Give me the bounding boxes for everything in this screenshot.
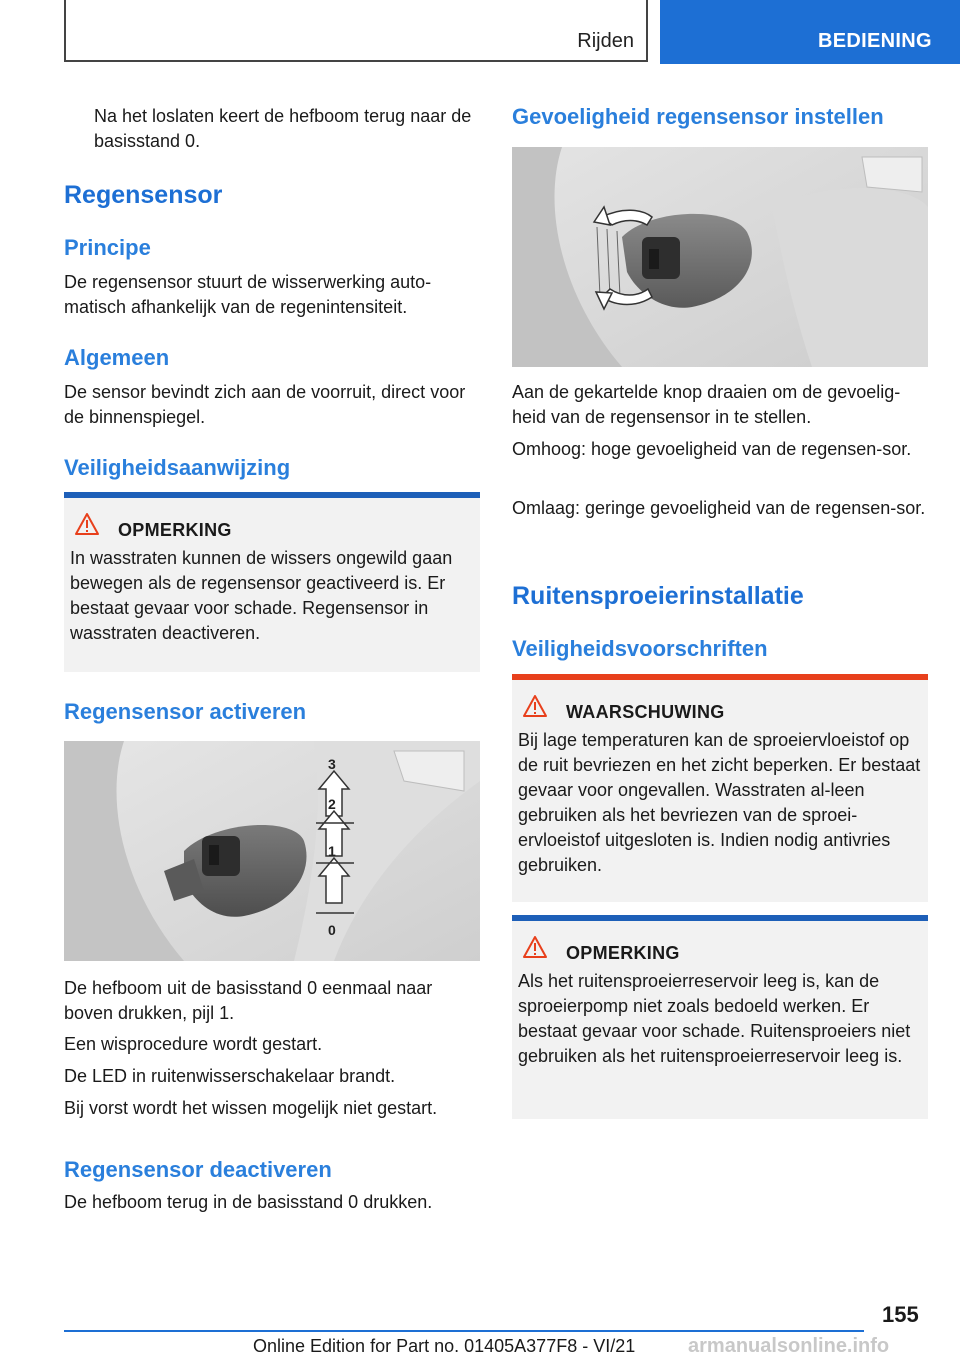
note-body: Als het ruitensproeierreservoir leeg is, kan de sproeierpomp niet zoals bedoeld werken. Er bestaat gevaar voor schade. Ruitensproeiers niet gebruiken als het ruitensproeierreservoir leeg is. [518, 971, 911, 1066]
note-body: Bij lage temperaturen kan de sproeiervloeistof op de ruit bevriezen en het zicht beperken. Er bestaat gevaar voor ongevallen. Wasstraten al-leen gebruiken als het bevriezen van de sproei-ervloeistof uitgesloten is. Indien nodig antivries gebruiken. [518, 730, 921, 875]
heading-algemeen: Algemeen [64, 345, 170, 370]
header-chapter-title: BEDIENING [818, 30, 932, 52]
watermark: armanualsonline.info [688, 1335, 890, 1357]
principe-text: De regensensor stuurt de wisserwerking auto-matisch afhankelijk van de regenintensiteit. [64, 272, 432, 317]
illustration-lever-activate [64, 741, 480, 961]
warning-triangle-icon [522, 935, 548, 959]
illustration-sensitivity-knob [512, 147, 928, 367]
heading-principe: Principe [64, 235, 151, 260]
heading-regensensor-deactiveren: Regensensor deactiveren [64, 1157, 332, 1182]
fig-label-0: 0 [328, 922, 336, 938]
note-opmerking-reservoir [512, 915, 928, 1119]
footer-edition: Online Edition for Part no. 01405A377F8 - VI/21 [253, 1336, 636, 1356]
heading-veiligheidsvoorschriften: Veiligheidsvoorschriften [512, 636, 768, 661]
activeren-text-4: Bij vorst wordt het wissen mogelijk niet gestart. [64, 1098, 438, 1118]
note-title: WAARSCHUWING [566, 702, 725, 722]
footer-divider [64, 1330, 864, 1332]
deactiveren-text: De hefboom terug in de basisstand 0 drukken. [64, 1192, 433, 1212]
note-title: OPMERKING [118, 520, 232, 540]
fig-label-2: 2 [328, 796, 336, 812]
heading-gevoeligheid: Gevoeligheid regensensor instellen [512, 104, 884, 129]
gevoeligheid-text-1: Aan de gekartelde knop draaien om de gevoelig-heid van de regensensor in te stellen. [512, 382, 901, 427]
heading-regensensor-activeren: Regensensor activeren [64, 699, 307, 724]
note-opmerking-wasstraat [64, 492, 480, 672]
heading-ruitensproeierinstallatie: Ruitensproeierinstallatie [512, 582, 804, 610]
note-waarschuwing-vorst [512, 674, 928, 902]
algemeen-text: De sensor bevindt zich aan de voorruit, direct voor de binnenspiegel. [64, 382, 466, 427]
gevoeligheid-text-3: Omlaag: geringe gevoeligheid van de regensen-sor. [512, 498, 926, 518]
warning-triangle-icon [74, 512, 100, 536]
header-chapter-box [660, 0, 960, 64]
lever-illustration [64, 741, 480, 961]
note-body: In wasstraten kunnen de wissers ongewild gaan bewegen als de regensensor geactiveerd is. Er bestaat gevaar voor schade. Regensensor in wasstraten deactiveren. [70, 548, 453, 643]
header-section-box [64, 0, 648, 62]
fig-label-1: 1 [328, 843, 336, 859]
activeren-text-1: De hefboom uit de basisstand 0 eenmaal naar boven drukken, pijl 1. [64, 978, 433, 1023]
heading-regensensor: Regensensor [64, 181, 223, 209]
gevoeligheid-text-2: Omhoog: hoge gevoeligheid van de regensen-sor. [512, 439, 912, 459]
intro-text: Na het loslaten keert de hefboom terug naar de basisstand 0. [94, 106, 472, 151]
fig-label-3: 3 [328, 756, 336, 772]
warning-triangle-icon [522, 694, 548, 718]
heading-veiligheidsaanwijzing: Veiligheidsaanwijzing [64, 455, 291, 480]
header-section-title: Rijden [577, 30, 634, 52]
knob-illustration [512, 147, 928, 367]
page-number: 155 [882, 1302, 919, 1327]
activeren-text-3: De LED in ruitenwisserschakelaar brandt. [64, 1066, 396, 1086]
note-title: OPMERKING [566, 943, 680, 963]
activeren-text-2: Een wisprocedure wordt gestart. [64, 1034, 323, 1054]
